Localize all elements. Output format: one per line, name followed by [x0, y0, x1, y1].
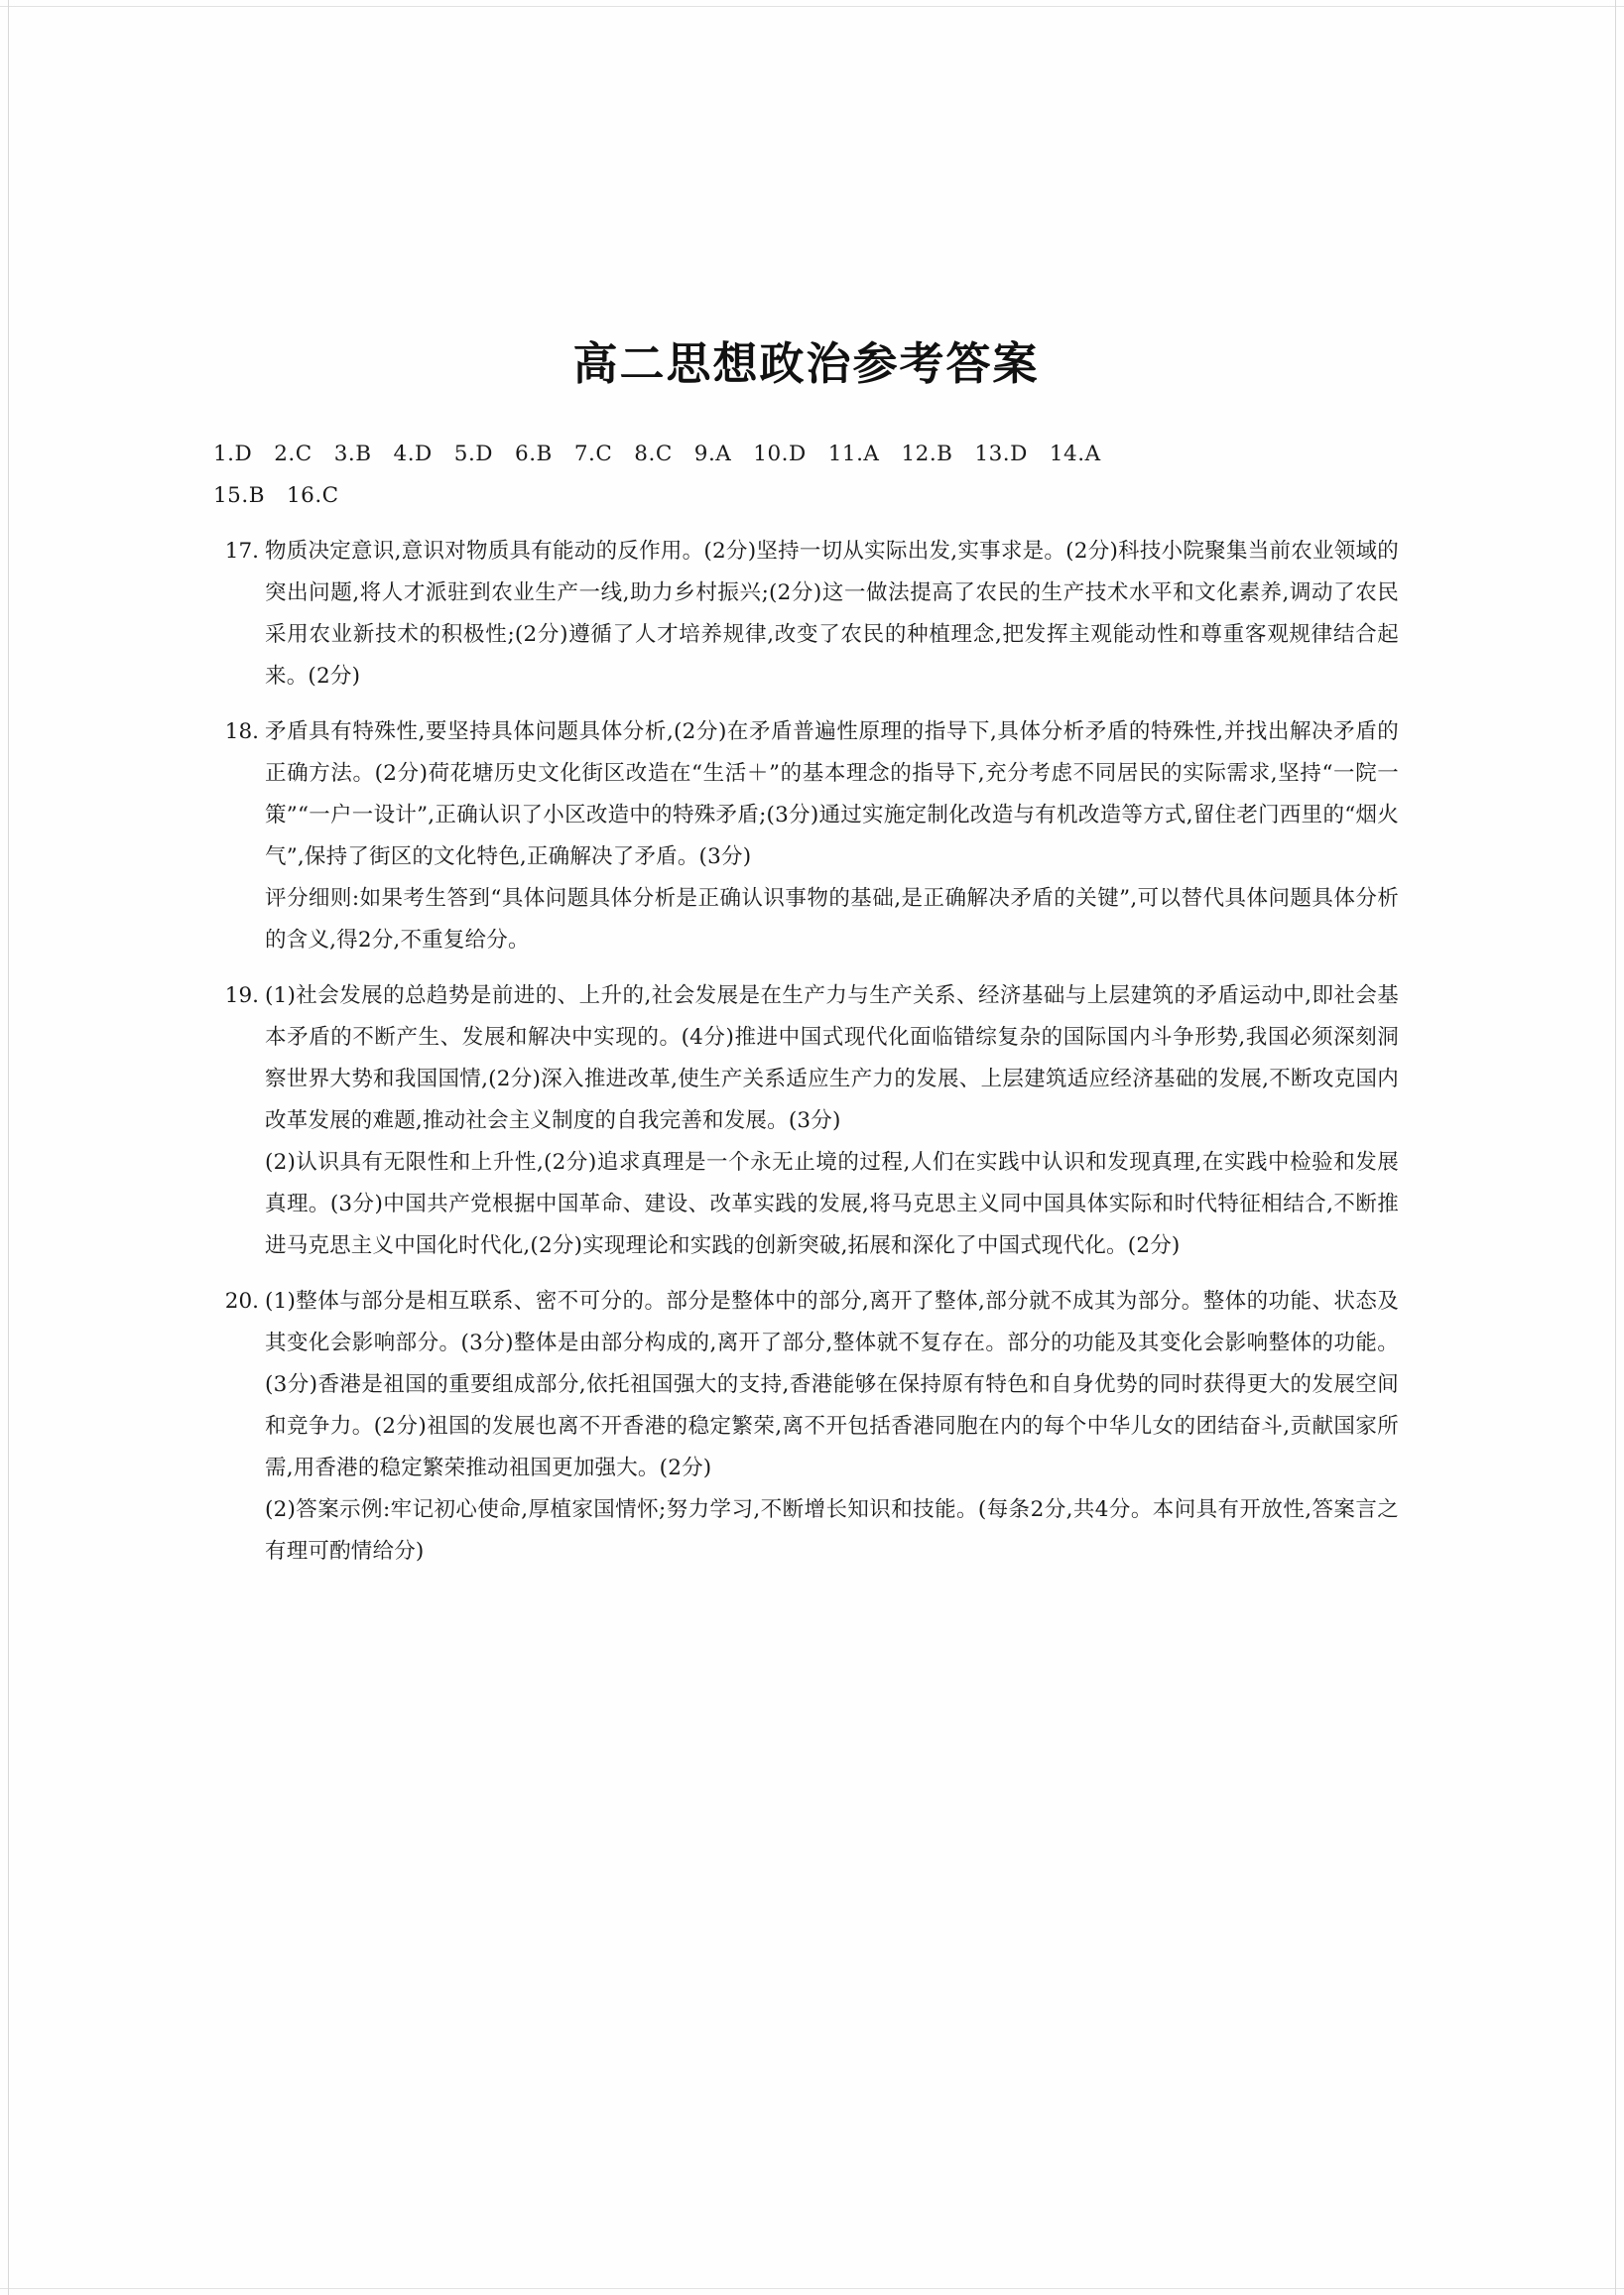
- question-number: 17.: [224, 539, 259, 564]
- answer-paragraph: 矛盾具有特殊性,要坚持具体问题具体分析,(2分)在矛盾普遍性原理的指导下,具体分析矛盾的特殊性,并找出解决矛盾的正确方法。(2分)荷花塘历史文化街区改造在“生活＋”的基本理念的指导下,充分考虑不同居民的实际需求,坚持“一院一策”“一户一设计”,正确认识了小区改造中的特殊矛盾;(3分)通过实施定制化改造与有机改造等方式,留住老门西里的“烟火气”,保持了街区的文化特色,正确解决了矛盾。(3分): [265, 719, 1399, 869]
- question-block-18: [213, 711, 1399, 961]
- question-number: 20.: [224, 1289, 259, 1314]
- page-edge-right: [1615, 0, 1616, 2295]
- question-block-17: [213, 531, 1399, 698]
- scoring-detail-paragraph: 评分细则:如果考生答到“具体问题具体分析是正确认识事物的基础,是正确解决矛盾的关键”,可以替代具体问题具体分析的含义,得2分,不重复给分。: [265, 886, 1399, 953]
- question-body: [265, 711, 1399, 961]
- objective-answers-line-2: 15.B 16.C: [213, 483, 339, 508]
- page-title: 高二思想政治参考答案: [572, 337, 1040, 390]
- answer-paragraph-2: (2)答案示例:牢记初心使命,厚植家国情怀;努力学习,不断增长知识和技能。(每条2分,共4分。本问具有开放性,答案言之有理可酌情给分): [265, 1497, 1399, 1564]
- question-body: [265, 975, 1399, 1267]
- page-edge-left: [8, 0, 9, 2295]
- question-number: 18.: [224, 719, 259, 744]
- question-block-19: [213, 975, 1399, 1267]
- question-body: [265, 531, 1399, 698]
- page-edge-top: [0, 6, 1624, 7]
- answer-paragraph-1: (1)整体与部分是相互联系、密不可分的。部分是整体中的部分,离开了整体,部分就不成其为部分。整体的功能、状态及其变化会影响部分。(3分)整体是由部分构成的,离开了部分,整体就不复存在。部分的功能及其变化会影响整体的功能。(3分)香港是祖国的重要组成部分,依托祖国强大的支持,香港能够在保持原有特色和自身优势的同时获得更大的发展空间和竞争力。(2分)祖国的发展也离不开香港的稳定繁荣,离不开包括香港同胞在内的每个中华儿女的团结奋斗,贡献国家所需,用香港的稳定繁荣推动祖国更加强大。(2分): [265, 1289, 1399, 1480]
- question-number: 19.: [224, 983, 259, 1008]
- answer-paragraph-1: (1)社会发展的总趋势是前进的、上升的,社会发展是在生产力与生产关系、经济基础与上层建筑的矛盾运动中,即社会基本矛盾的不断产生、发展和解决中实现的。(4分)推进中国式现代化面临错综复杂的国际国内斗争形势,我国必须深刻洞察世界大势和我国国情,(2分)深入推进改革,使生产关系适应生产力的发展、上层建筑适应经济基础的发展,不断攻克国内改革发展的难题,推动社会主义制度的自我完善和发展。(3分): [265, 983, 1399, 1133]
- question-block-20: [213, 1281, 1399, 1573]
- page-edge-bottom: [0, 2288, 1624, 2289]
- answer-paragraph: 物质决定意识,意识对物质具有能动的反作用。(2分)坚持一切从实际出发,实事求是。(2分)科技小院聚集当前农业领域的突出问题,将人才派驻到农业生产一线,助力乡村振兴;(2分)这一做法提高了农民的生产技术水平和文化素养,调动了农民采用农业新技术的积极性;(2分)遵循了人才培养规律,改变了农民的种植理念,把发挥主观能动性和尊重客观规律结合起来。(2分): [265, 539, 1399, 689]
- document-content: [213, 327, 1399, 1573]
- question-body: [265, 1281, 1399, 1573]
- answer-paragraph-2: (2)认识具有无限性和上升性,(2分)追求真理是一个永无止境的过程,人们在实践中认识和发现真理,在实践中检验和发展真理。(3分)中国共产党根据中国革命、建设、改革实践的发展,将马克思主义同中国具体实际和时代特征相结合,不断推进马克思主义中国化时代化,(2分)实现理论和实践的创新突破,拓展和深化了中国式现代化。(2分): [265, 1150, 1399, 1258]
- objective-answers-line-1: 1.D 2.C 3.B 4.D 5.D 6.B 7.C 8.C 9.A 10.D 11.A 12.B 13.D 14.A: [213, 442, 1101, 466]
